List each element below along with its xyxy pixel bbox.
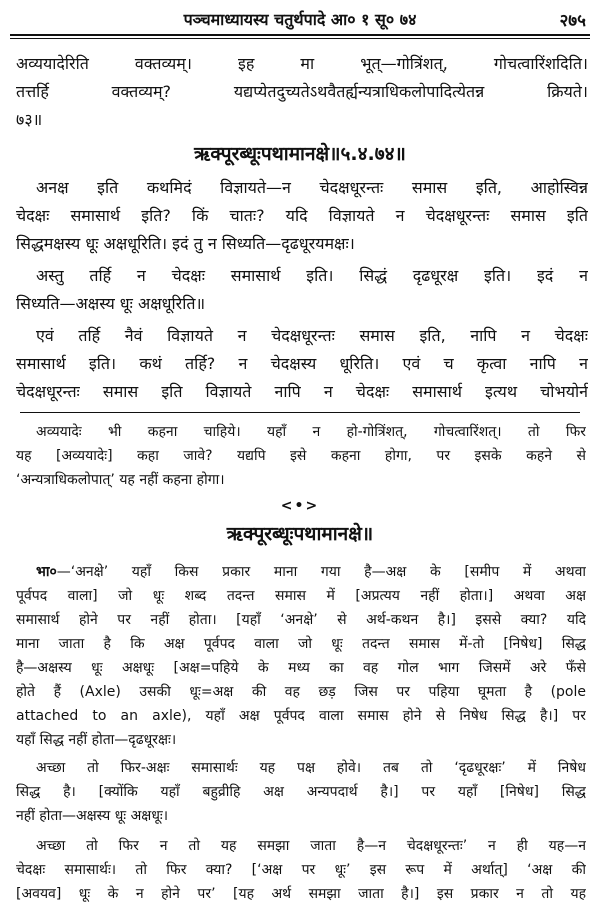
text-line: सिद्धमक्षस्य धूः अक्षधूरिति। इदं तु न सिध्यति—दृढधूरयमक्षः। bbox=[16, 234, 355, 253]
text-line: अव्ययादेरिति वक्तव्यम्। इह मा भूत्—गोत्रिंशत्, गोचत्वारिंशदिति। bbox=[16, 54, 588, 73]
text-line: अच्छा तो फिर न तो यह समझा जाता है—न चेदक्षधूरन्तः’ न ही यह—न bbox=[36, 838, 586, 854]
text-line: attached to an axle), यहाँ अक्ष पूर्वपद वाला समास होने से निषेध सिद्ध है।] पर bbox=[16, 708, 586, 724]
text-line: है—अक्षस्य धूः अक्षधूः [अक्ष=पहिये के मध्य का वह गोल भाग जिसमें अरे फँसे bbox=[16, 660, 586, 676]
text-line: माना जाता है कि अक्ष पूर्वपद वाला जो धूः तदन्त समास में-तो [निषेध] सिद्ध bbox=[16, 636, 586, 652]
text-line: अनक्ष इति कथमिदं विज्ञायते—न चेदक्षधूरन्तः समास इति, आहोस्विन्न bbox=[36, 178, 588, 197]
text-line bbox=[16, 560, 586, 584]
text-line: चेदक्षः समासार्थ इति? किं चातः? यदि विज्ञायते न चेदक्षधूरन्तः समास इति bbox=[16, 206, 588, 225]
bhashya-label: भा० bbox=[36, 564, 57, 580]
paragraph-3 bbox=[16, 262, 588, 318]
text-line: समासार्थ इति। कथं तर्हि? न चेदक्षस्य धूरिति। एवं च कृत्वा नापि न bbox=[16, 354, 588, 373]
text-line: होते हैं (Axle) उसकी धूः=अक्ष की वह छड़ जिस पर पहिया घूमता है (pole bbox=[16, 684, 586, 700]
section-divider bbox=[20, 412, 580, 413]
text-line: सिध्यति—अक्षस्य धूः अक्षधूरिति॥ bbox=[16, 294, 206, 313]
text-line: अस्तु तर्हि न चेदक्षः समासार्थ इति। सिद्धं दृढधूरक्ष इति। इदं न bbox=[36, 266, 588, 285]
bhashya-paragraph-1 bbox=[16, 560, 586, 752]
paragraph-4 bbox=[16, 322, 588, 406]
text-line: अच्छा तो फिर-अक्षः समासार्थः यह पक्ष होवे। तब तो ‘दृढधूरक्षः’ में निषेध bbox=[36, 760, 586, 776]
text-line: समासार्थ होने पर नहीं होता। [यहाँ ‘अनक्षे’ से अर्थ-कथन है।] इससे क्या? यदि bbox=[16, 612, 586, 628]
running-head: पञ्चमाध्यायस्य चतुर्थपादे आ० १ सू० ७४ bbox=[183, 10, 417, 29]
text-line: चेदक्षधूरन्तः समास इति विज्ञायते नापि न चेदक्षः समासार्थ इत्यथ चोभयोर्न bbox=[16, 382, 588, 401]
paragraph-1 bbox=[16, 50, 588, 134]
text-span: —‘अनक्षे’ यहाँ किस प्रकार माना गया है—अक्ष के [समीप में अथवा bbox=[56, 564, 586, 580]
header-rule bbox=[10, 34, 590, 39]
translation-footnote bbox=[16, 420, 586, 492]
ornament: <•> bbox=[280, 498, 320, 514]
text-line: ‘अन्यत्राधिकलोपात्’ यह नहीं कहना होगा। bbox=[16, 472, 225, 488]
text-line: नहीं होता—अक्षस्य धूः अक्षधूः। bbox=[16, 808, 169, 824]
sutra-title: ऋक्पूरब्धूःपथामानक्षे॥५.४.७४॥ bbox=[194, 143, 406, 165]
text-line: पूर्वपद वाला] जो धूः शब्द तदन्त समास में [अप्रत्यय नहीं होता।] अथवा अक्ष bbox=[16, 588, 586, 604]
sutra-title-hindi: ऋक्पूरब्धूःपथामानक्षे॥ bbox=[226, 523, 374, 545]
bhashya-paragraph-3 bbox=[16, 834, 586, 906]
bhashya-paragraph-2 bbox=[16, 756, 586, 828]
page-number: २७५ bbox=[559, 11, 586, 31]
text-line: ७३॥ bbox=[16, 110, 43, 129]
text-line: [अवयव] धूः के न होने पर’ [यह अर्थ समझा जाता है।] इस प्रकार न तो यह bbox=[16, 886, 586, 902]
text-line: अव्ययादेः भी कहना चाहिये। यहाँ न हो-गोत्रिंशत्, गोचत्वारिंशत्। तो फिर bbox=[36, 424, 586, 440]
text-line: यह [अव्ययादेः] कहा जावे? यद्यपि इसे कहना होगा, पर इसके कहने से bbox=[16, 448, 586, 464]
text-line: तत्तर्हि वक्तव्यम्? यद्यप्येतदुच्यतेऽथवैतर्ह्यन्यत्राधिकलोपादित्येतन्न क्रियते। bbox=[16, 82, 588, 101]
text-line: एवं तर्हि नैवं विज्ञायते न चेदक्षधूरन्तः समास इति, नापि न चेदक्षः bbox=[36, 326, 588, 345]
text-line: सिद्ध है। [क्योंकि यहाँ बहुव्रीहि अक्ष अन्यपदार्थ है।] पर यहाँ [निषेध] सिद्ध bbox=[16, 784, 586, 800]
text-line: चेदक्षः समासार्थः। तो फिर क्या? [‘अक्ष पर धूः’ इस रूप में अर्थात्] ‘अक्ष की bbox=[16, 862, 586, 878]
text-line: यहाँ सिद्ध नहीं होता—दृढधूरक्षः। bbox=[16, 732, 177, 748]
page-header bbox=[0, 4, 600, 32]
paragraph-2 bbox=[16, 174, 588, 258]
